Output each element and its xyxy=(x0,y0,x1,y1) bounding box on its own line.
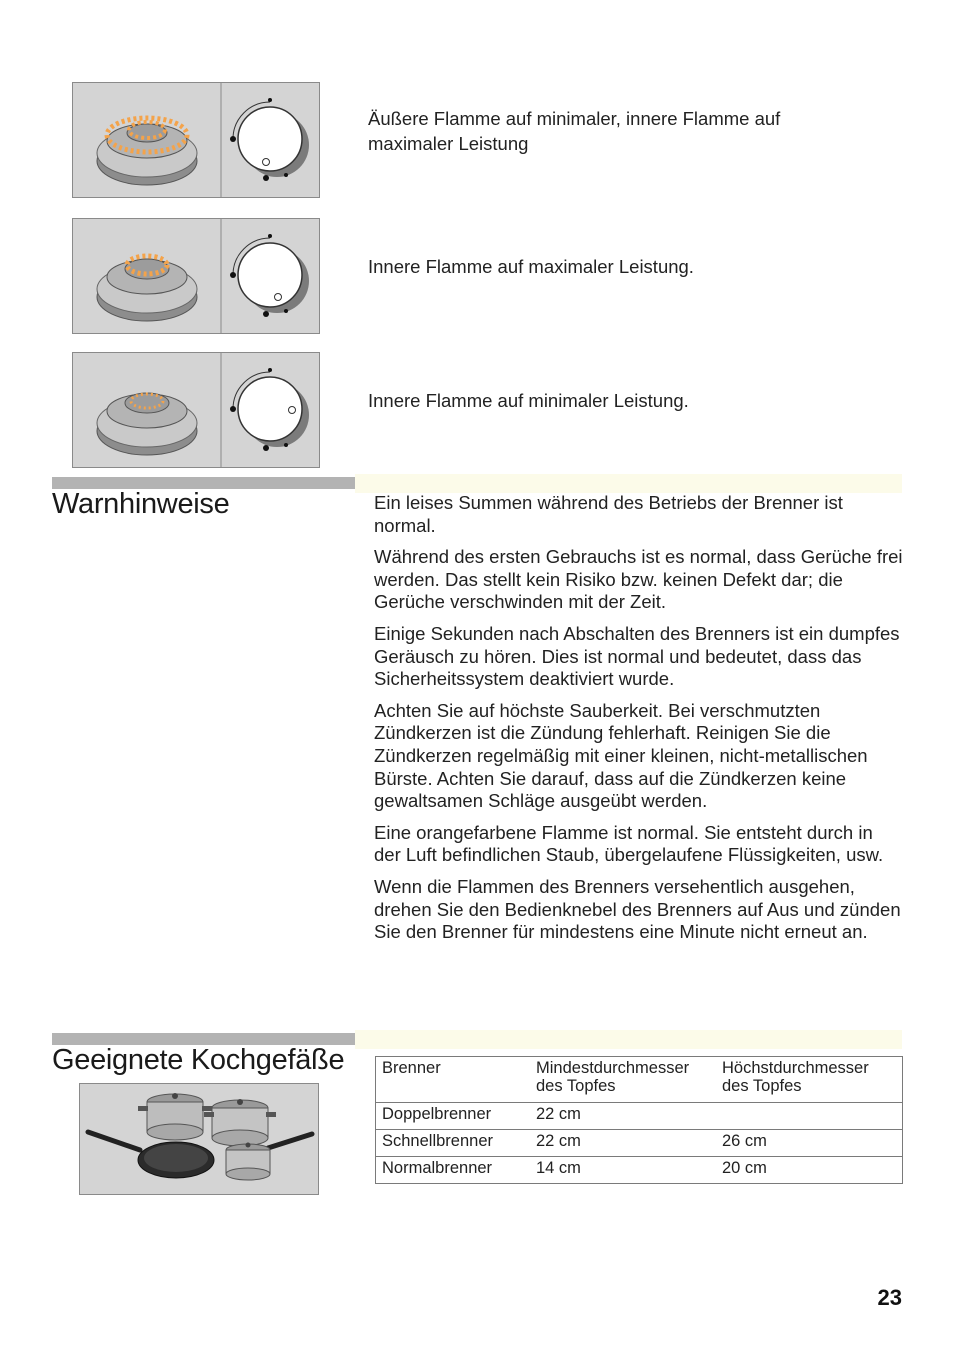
burner-knob-illustration xyxy=(72,352,320,468)
paragraph: Achten Sie auf höchste Sauberkeit. Bei verschmutzten Zündkerzen ist die Zündung fehlerhaft. Reinigen Sie die Zündkerzen regelmäßig mit einer kleinen, nicht-metallischen Bürste. Achten Sie darauf, dass auf die Zündkerzen keine gewaltsamen Schläge ausgeübt werden. xyxy=(374,699,868,812)
table-cell: 14 cm xyxy=(530,1157,716,1184)
table-header-cell: Brenner xyxy=(376,1057,531,1103)
pot-icon xyxy=(204,1099,276,1146)
figure-caption: Innere Flamme auf maximaler Leistung. xyxy=(368,256,694,277)
table-cell: 22 cm xyxy=(530,1130,716,1157)
section-title-warnhinweise: Warnhinweise xyxy=(52,488,230,520)
burner-icon xyxy=(97,256,197,321)
cookware-illustration xyxy=(79,1083,319,1195)
section-band xyxy=(355,1030,902,1049)
table-header-cell: Mindestdurchmesser des Topfes xyxy=(530,1057,716,1103)
figure-caption: Innere Flamme auf minimaler Leistung. xyxy=(368,390,689,411)
table-row xyxy=(376,1103,903,1130)
table-row xyxy=(376,1130,903,1157)
paragraph: Eine orangefarbene Flamme ist normal. Sie entsteht durch in der Luft befindlichen Staub, übergelaufene Flüssigkeiten, usw. xyxy=(374,821,884,866)
section-band xyxy=(355,474,902,493)
paragraph: Während des ersten Gebrauchs ist es normal, dass Gerüche frei werden. Das stellt kein Risiko bzw. keinen Defekt dar; die Gerüche verschwinden mit der Zeit. xyxy=(374,546,903,613)
pot-icon xyxy=(138,1093,212,1140)
cookware-size-table xyxy=(375,1056,903,1184)
paragraph: Ein leises Summen während des Betriebs der Brenner ist normal. xyxy=(374,492,843,536)
figure-inner-min xyxy=(72,352,320,468)
table-cell: 26 cm xyxy=(716,1130,903,1157)
table-header-cell: Höchstdurchmesser des Topfes xyxy=(716,1057,903,1103)
burner-knob-illustration xyxy=(72,82,320,198)
section-title-kochgefaesse: Geeignete Kochgefäße xyxy=(52,1044,345,1076)
table-row xyxy=(376,1157,903,1184)
frying-pan-icon xyxy=(88,1132,214,1178)
burner-knob-illustration xyxy=(72,218,320,334)
table-cell: Schnellbrenner xyxy=(376,1130,531,1157)
table-cell: 22 cm xyxy=(530,1103,716,1130)
figure-caption: Äußere Flamme auf minimaler, innere Flamme auf maximaler Leistung xyxy=(368,108,781,154)
table-header-row xyxy=(376,1057,903,1103)
table-cell: Doppelbrenner xyxy=(376,1103,531,1130)
page-number: 23 xyxy=(877,1285,902,1310)
paragraph: Einige Sekunden nach Abschalten des Brenners ist ein dumpfes Geräusch zu hören. Dies ist normal und bedeutet, dass das Sicherheitssystem deaktiviert wurde. xyxy=(374,622,900,690)
burner-icon xyxy=(97,393,197,455)
warnhinweise-body xyxy=(374,492,904,953)
table-cell: Normalbrenner xyxy=(376,1157,531,1184)
table-cell xyxy=(716,1103,903,1130)
figure-outer-min-inner-max xyxy=(72,82,320,198)
paragraph: Wenn die Flammen des Brenners versehentlich ausgehen, drehen Sie den Bedienknebel des Brenners auf Aus und zünden Sie den Brenner für mindestens eine Minute nicht erneut an. xyxy=(374,875,901,943)
knob-icon xyxy=(230,98,309,181)
figure-inner-max xyxy=(72,218,320,334)
knob-icon xyxy=(230,234,309,317)
burner-icon xyxy=(97,118,197,185)
table-cell: 20 cm xyxy=(716,1157,903,1184)
knob-icon xyxy=(230,368,309,451)
